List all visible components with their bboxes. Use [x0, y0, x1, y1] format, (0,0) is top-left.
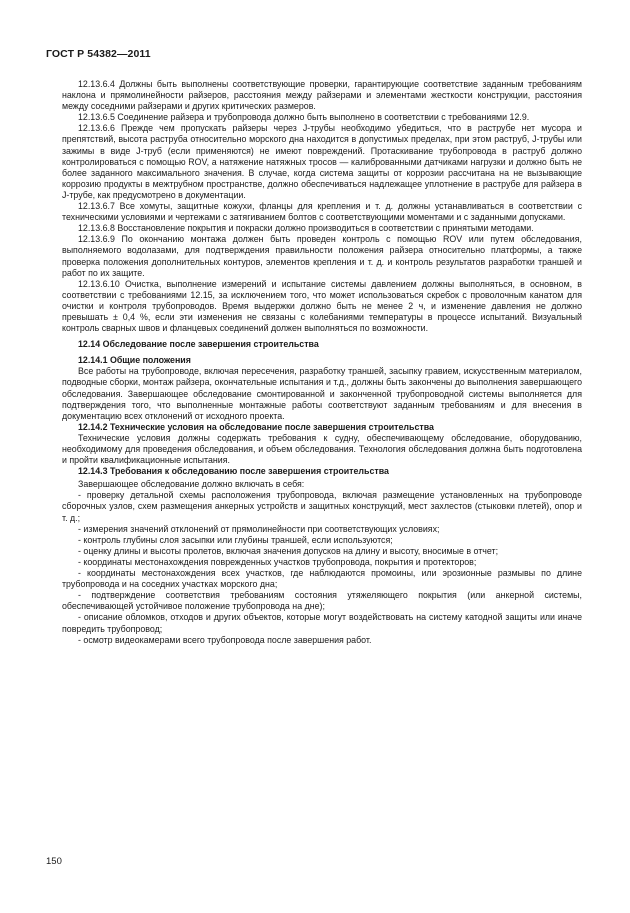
subsection-heading-12-14-1: 12.14.1 Общие положения [78, 355, 191, 366]
paragraph-12-13-6-9: 12.13.6.9 По окончанию монтажа должен быть проведен контроль с помощью ROV или путем обследования, выполняемого водолазами, для подтверждения правильности положения райзера относительно платформы, а также проверка положения дополнительных контуров, элементов крепления и т. д. и контроль результатов разработки траншей и работ по их защите. [62, 234, 582, 278]
paragraph-survey-intro: Завершающее обследование должно включать в себя: [78, 479, 305, 490]
paragraph-12-13-6-6: 12.13.6.6 Прежде чем пропускать райзеры через J-трубы необходимо убедиться, что в раструбе нет мусора и препятствий, высота раструба относительно морского дна находится в допустимых пределах, при этом раструб, J-трубы или зажимы в виде J-труб (если применяются) не имеют повреждений. Протаскивание трубопровода в раструб должно контролироваться с помощью ROV, а натяжение натяжных тросов — калиброванными датчиками нагрузки и должно быть не более заданного максимального значения. В случае, когда система защиты от коррозии рассчитана на не вызывающие коррозию продукты в межтрубном пространстве, должно обеспечиваться надлежащее уплотнение в раструбе для райзера в J-трубе, как предусмотрено в документации. [62, 123, 582, 200]
paragraph-12-13-6-4: 12.13.6.4 Должны быть выполнены соответствующие проверки, гарантирующие соответствие заданным требованиям наклона и прямолинейности райзеров, расстояния между райзерами и элементами жесткости конструкции, расстояния между соседними райзерами и других критических размеров. [62, 79, 582, 112]
paragraph-12-13-6-10: 12.13.6.10 Очистка, выполнение измерений и испытание системы давлением должны выполняться, в основном, в соответствии с требованиями 12.15, за исключением того, что может использоваться скребок с проволочным канатом для очистки и контроля трубопроводов. Время выдержки должно быть не менее 2 ч, и изменение давления не должно превышать ± 0,4 %, если эти изменения не связаны с колебаниями температуры в процессе испытаний. Визуальный контроль сварных швов и фланцевых соединений должен выполняться по возможности. [62, 278, 582, 334]
paragraph-12-13-6-5: 12.13.6.5 Соединение райзера и трубопровода должно быть выполнено в соответствии с требованиями 12.9. [78, 112, 530, 123]
document-code-header: ГОСТ Р 54382—2011 [46, 48, 151, 60]
list-item: - проверку детальной схемы расположения трубопровода, включая размещение установленных на трубопроводе сборочных узлов, схем размещения анкерных устройств и защитных конструкций, мест захлестов (стыковки плетей), опор и т. д.; [62, 490, 582, 523]
paragraph-general-provisions: Все работы на трубопроводе, включая пересечения, разработку траншей, засыпку гравием, искусственным материалом, подводные сборки, монтаж райзера, окончательные испытания и т.д., должны быть закончены до выполнения завершающего обследования. Завершающее обследование смонтированной и законченной трубопроводной системы выполняется для подтверждения того, что выполненные монтажные работы соответствуют заданным требованиям и для внесения в документацию всех отклонений от исходного проекта. [62, 366, 582, 421]
list-item: - подтверждение соответствия требованиям состояния утяжеляющего покрытия (или анкерной системы, обеспечивающей устойчивое положение трубопровода на дне); [62, 590, 582, 612]
page-number: 150 [46, 856, 62, 867]
paragraph-12-13-6-7: 12.13.6.7 Все хомуты, защитные кожухи, фланцы для крепления и т. д. должны устанавливаться в соответствии с техническими условиями и чертежами с затягиванием болтов с соответствующими моментами и с заданными допусками. [62, 201, 582, 223]
document-body [62, 79, 582, 646]
subsection-heading-12-14-3: 12.14.3 Требования к обследованию после завершения строительства [78, 466, 389, 477]
list-item: - координаты местонахождения поврежденных участков трубопровода, покрытия и протекторов; [78, 556, 477, 567]
list-item: - осмотр видеокамерами всего трубопровода после завершения работ. [78, 634, 372, 645]
paragraph-12-13-6-8: 12.13.6.8 Восстановление покрытия и покраски должно производиться в соответствии с принятыми методами. [78, 223, 534, 234]
list-item: - контроль глубины слоя засыпки или глубины траншей, если используются; [78, 534, 393, 545]
list-item: - описание обломков, отходов и других объектов, которые могут воздействовать на систему катодной защиты или иначе повредить трубопровод; [62, 612, 582, 634]
section-heading-12-14: 12.14 Обследование после завершения строительства [78, 339, 319, 350]
paragraph-technical-conditions: Технические условия должны содержать требования к судну, обеспечивающему обследование, оборудованию, необходимому для проведения обследования, и объем обследования. Технология обследования должна быть подготовлена и пройти квалификационные испытания. [62, 432, 582, 466]
list-item: - измерения значений отклонений от прямолинейности при соответствующих условиях; [78, 523, 440, 534]
list-item: - оценку длины и высоты пролетов, включая значения допусков на длину и высоту, вносимые в отчет; [78, 545, 499, 556]
list-item: - координаты местонахождения всех участков, где наблюдаются промоины, или эрозионные размывы по длине трубопровода и на соседних участках морского дна; [62, 568, 582, 590]
subsection-heading-12-14-2: 12.14.2 Технические условия на обследование после завершения строительства [78, 421, 434, 432]
